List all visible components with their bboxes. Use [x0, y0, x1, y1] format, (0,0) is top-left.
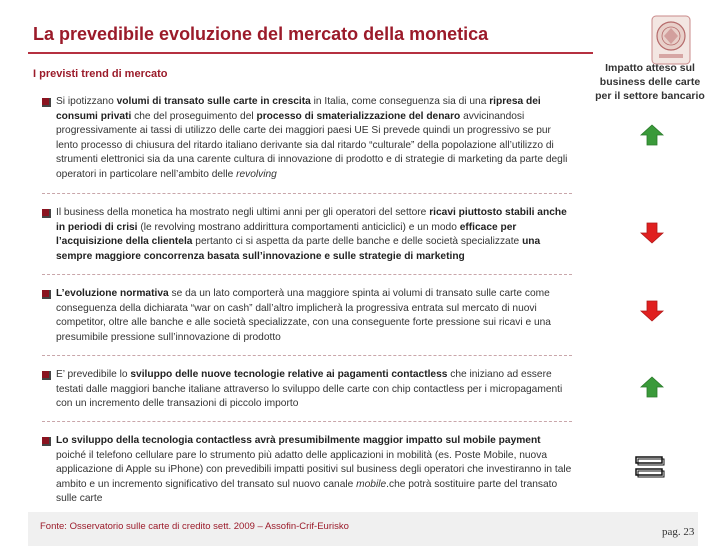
arrow-up-icon: [640, 124, 664, 146]
bullet-text: [42, 368, 572, 412]
text-run: E’ prevedibile lo: [56, 369, 131, 380]
text-run: revolving: [236, 168, 277, 180]
title-underline: [28, 52, 593, 54]
trend-bullet-5: [42, 434, 572, 507]
bold-phrase: ricavi piuttosto stabili anche in periodi di crisi: [56, 207, 567, 233]
arrow-down-icon: [640, 222, 664, 244]
bold-phrase: efficace per l’acquisizione della clientela: [56, 221, 517, 248]
impact-column-header: Impatto atteso sul business delle carte per il settore bancario: [595, 62, 705, 102]
bullet-square-icon: [42, 371, 51, 380]
bold-phrase: processo di smaterializzazione del denaro: [256, 110, 461, 122]
text-run: che iniziano ad essere testati dalle maggiori banche italiane attraverso lo sviluppo delle carte con chip contactless per i micropagamenti con un incremento delle transazioni di piccolo importo: [56, 369, 563, 410]
text-run: (le revolving mostrano addirittura comportamenti anticiclici) e un modo: [137, 221, 460, 233]
divider: [42, 421, 572, 422]
bullet-text: [42, 287, 572, 345]
bullet-square-icon: [42, 290, 51, 299]
section-label: I previsti trend di mercato: [33, 68, 168, 80]
arrow-up-icon: [640, 376, 664, 398]
trend-bullet-3: [42, 287, 572, 345]
trend-bullet-1: [42, 95, 572, 183]
page-title: La prevedibile evoluzione del mercato della monetica: [33, 24, 489, 44]
text-run: .che potrà sostituire parte del transato sulle carte: [56, 478, 558, 505]
bold-phrase: sviluppo delle nuove tecnologie relative ai pagamenti contactless: [130, 369, 448, 380]
bold-phrase: Lo sviluppo della tecnologia contactless avrà presumibilmente maggior impatto sul mobile payment: [56, 435, 541, 446]
text-run: che del proseguimento del: [131, 110, 257, 122]
source-note: Fonte: Osservatorio sulle carte di credito sett. 2009 – Assofin-Crif-Eurisko: [40, 521, 349, 532]
page-number: pag. 23: [662, 526, 695, 538]
text-run: se da un lato comporterà una maggiore spinta ai volumi di transato sulle carte come conseguenza della dichiarata “war on cash” dall’altro implicherà la progressiva entrata sul mercato di nuovi competitor, oltre alle banche e alle società specializzate, con una conseguente forte pressione sui ricavi e una presumibile pressione sull’innovazione di prodotto: [56, 288, 551, 343]
bullet-square-icon: [42, 437, 51, 446]
bullet-text: [42, 206, 572, 264]
divider: [42, 274, 572, 275]
bullet-square-icon: [42, 209, 51, 218]
bank-seal-icon: [650, 14, 692, 66]
text-run: avvicinandosi progressivamente ai tassi di utilizzo delle carte dei maggiori paesi UE Si prevede quindi un progressivo se pur lento processo di chiusura del ritardo italiano derivante sia dal ritardo “culturale” della popolazione all’utilizzo di strumenti elettronici sia da una carente cultura di innovazione di prodotto e di strategie di marketing da parte degli operatori in particolare nell’ambito delle: [56, 110, 568, 180]
text-run: Si ipotizzano: [56, 96, 117, 107]
bullet-text: [42, 95, 572, 183]
bold-phrase: ripresa dei consumi privati: [56, 96, 541, 122]
text-run: poiché il telefono cellulare pare lo strumento più adatto delle applicazioni in mobilità (es. Poste Mobile, nuova applicazione di Apple su iPhone) con prevedibili impatti positivi sul business degli operatori che investiranno in tale ambito e un incremento significativo del transato sul nuovo canale: [56, 449, 572, 490]
divider: [42, 355, 572, 356]
bold-phrase: volumi di transato sulle carte in crescita: [116, 96, 311, 107]
text-run: Il business della monetica ha mostrato negli ultimi anni per gli operatori del settore: [56, 207, 430, 218]
divider: [42, 193, 572, 194]
bold-phrase: una sempre maggiore concorrenza basata sull’innovazione e sulle strategie di marketing: [56, 236, 541, 262]
text-run: in Italia, come conseguenza sia di una: [310, 96, 490, 107]
bullet-square-icon: [42, 98, 51, 107]
text-run: mobile: [356, 478, 387, 490]
text-run: pertanto ci si aspetta da parte delle banche e delle società specializzate: [192, 236, 523, 248]
trend-bullet-2: [42, 206, 572, 264]
bold-phrase: L’evoluzione normativa: [56, 288, 169, 299]
arrow-down-icon: [640, 300, 664, 322]
equals-icon: [634, 454, 666, 480]
bullet-text: [42, 434, 572, 507]
trend-bullet-4: [42, 368, 572, 412]
